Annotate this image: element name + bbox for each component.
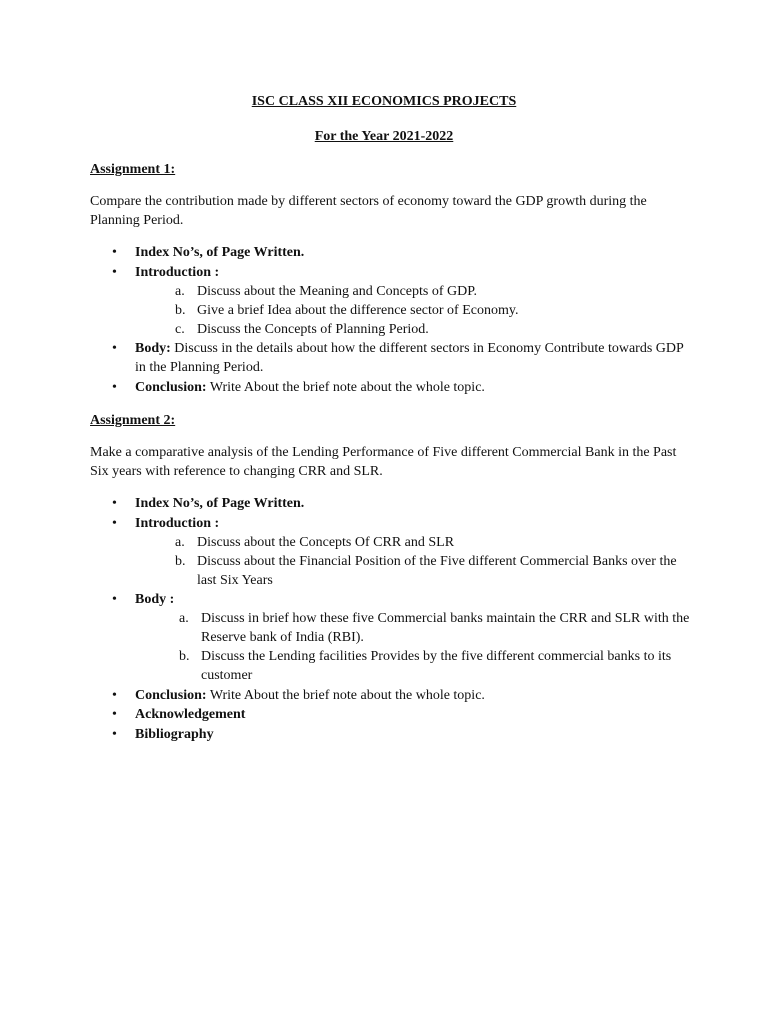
list-item: • Bibliography (112, 726, 214, 742)
assignment-1-heading: Assignment 1: (90, 162, 176, 177)
sublist-item: b. Discuss about the Financial Position of the Five different Commercial Banks over the last Six Years (175, 553, 677, 588)
bullet-icon: • (112, 379, 117, 395)
list-item: • Index No’s, of Page Written. (112, 496, 305, 511)
sublist-item: a. Discuss about the Concepts Of CRR and SLR (175, 534, 455, 550)
sublist-item: c. Discuss the Concepts of Planning Period. (175, 321, 429, 337)
list-item: • Introduction : a. Discuss about the Concepts Of CRR and SLR b. Discuss about the Financial Position of the Five different Commercial Banks over the last Six Years (90, 514, 690, 590)
list-item: • Introduction : a. Discuss about the Meaning and Concepts of GDP. b. Give a brief Idea about the difference sector of Economy. c. Discuss the Concepts of Planning Period. (90, 263, 690, 339)
sublist-item: a. Discuss in brief how these five Commercial banks maintain the CRR and SLR with the Reserve bank of India (RBI). (179, 611, 690, 645)
assignment-1-description: Compare the contribution made by different sectors of economy toward the GDP growth during the Planning Period. (90, 194, 647, 228)
bullet-icon: • (112, 687, 117, 703)
introduction-sublist (135, 282, 690, 339)
assignment-2-outline (90, 494, 690, 744)
assignment-1-outline (90, 243, 690, 397)
bullet-icon: • (112, 496, 117, 511)
introduction-sublist (135, 533, 690, 590)
assignment-2-description: Make a comparative analysis of the Lending Performance of Five different Commercial Bank in the Past Six years with reference to changing CRR and SLR. (90, 445, 677, 479)
list-item: • Body: Discuss in the details about how the different sectors in Economy Contribute towards GDP in the Planning Period. (112, 341, 684, 375)
bullet-icon: • (112, 515, 117, 531)
body-sublist (135, 609, 690, 685)
list-item: • Index No’s, of Page Written. (112, 245, 305, 260)
document-subtitle: For the Year 2021-2022 (314, 129, 454, 144)
bullet-icon: • (112, 726, 117, 742)
bullet-icon: • (112, 341, 117, 356)
bullet-icon: • (112, 245, 117, 260)
list-item: • Body : a. Discuss in brief how these five Commercial banks maintain the CRR and SLR with the Reserve bank of India (RBI). b. Discuss the Lending facilities Provides by the five different commercial banks to its customer (112, 592, 690, 683)
sublist-item: b. Give a brief Idea about the difference sector of Economy. (175, 302, 519, 318)
document-title: ISC CLASS XII ECONOMICS PROJECTS (251, 94, 517, 109)
list-item: • Conclusion: Write About the brief note about the whole topic. (112, 687, 485, 703)
sublist-item: b. Discuss the Lending facilities Provides by the five different commercial banks to its customer (179, 649, 672, 683)
sublist-item: a. Discuss about the Meaning and Concepts of GDP. (175, 283, 477, 299)
list-item: • Conclusion: Write About the brief note about the whole topic. (112, 379, 485, 395)
assignment-2-heading: Assignment 2: (90, 413, 176, 428)
bullet-icon: • (112, 707, 117, 722)
bullet-icon: • (112, 592, 117, 607)
bullet-icon: • (112, 264, 117, 280)
list-item: • Acknowledgement (112, 707, 246, 722)
